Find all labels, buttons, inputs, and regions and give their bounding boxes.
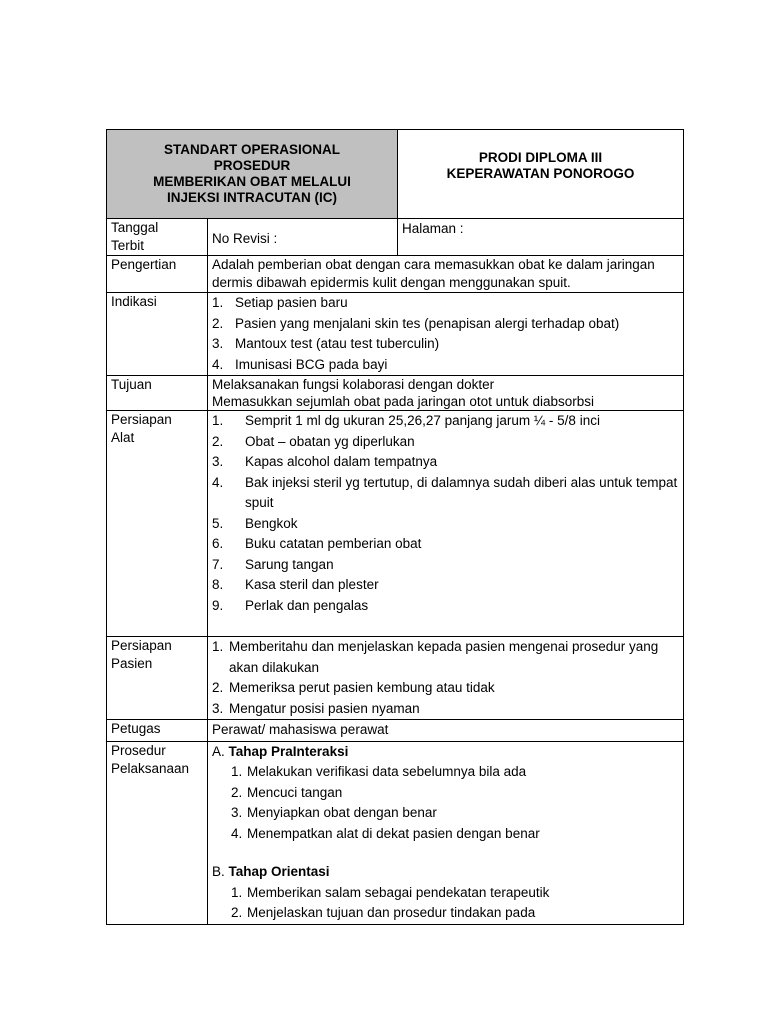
tanggal-terbit-cell [107,219,208,256]
row-label [107,256,208,293]
petugas-label: Petugas [111,721,161,736]
row-label [107,376,208,411]
section-heading: B. Tahap Orientasi [212,864,330,879]
pelaksanaan-label: Pelaksanaan [111,760,190,776]
indikasi-row [107,293,684,376]
pengertian-row [107,256,684,293]
indikasi-label: Indikasi [111,294,157,309]
indikasi-content [208,293,684,376]
persiapan-label: Persiapan [111,412,172,427]
row-label [107,637,208,720]
institution-line: PRODI DIPLOMA III [478,150,603,165]
list-item: 2. Pasien yang menjalani skin tes (penapisan alergi terhadap obat) [212,315,620,331]
list-item: 2. Memeriksa perut pasien kembung atau tidak [212,680,495,695]
tanggal-label: Tanggal [111,220,159,235]
row-label [107,741,208,924]
prosedur-b-list [212,883,679,924]
list-item: 5. Bengkok [212,515,298,531]
alat-list [212,411,679,616]
prosedur-label: Prosedur [111,742,166,758]
row-label [107,293,208,376]
list-item: 3. Menyiapkan obat dengan benar [231,805,437,820]
list-item: 1. Melakukan verifikasi data sebelumnya bila ada [231,764,527,779]
pasien-list [212,637,679,719]
alat-content [208,411,684,637]
sop-title [107,130,398,219]
list-item: 6. Buku catatan pemberian obat [212,536,422,551]
persiapan-alat-row [107,411,684,637]
tujuan-label: Tujuan [111,377,152,392]
header-row [107,130,684,219]
list-item: 7. Sarung tangan [212,556,334,572]
alat-label: Alat [111,430,135,445]
sop-title-line: INJEKSI INTRACUTAN (IC) [167,190,337,205]
petugas-text: Perawat/ mahasiswa perawat [208,720,684,742]
list-item: 2. Mencuci tangan [231,784,343,800]
sop-title-line: PROSEDUR [213,158,291,173]
list-item: 4. Bak injeksi steril yg tertutup, di dalamnya sudah diberi alas untuk tempat spuit [212,474,678,510]
meta-row [107,219,684,256]
list-item: 1. Memberikan salam sebagai pendekatan terapeutik [231,884,550,900]
list-item: 1. Memberitahu dan menjelaskan kepada pasien mengenai prosedur yang akan dilakukan [212,639,659,675]
tujuan-content [208,376,684,411]
prosedur-content [208,741,684,924]
persiapan-label: Persiapan [111,638,172,653]
list-item: 1. Setiap pasien baru [212,295,348,310]
no-revisi-cell [208,219,398,256]
halaman-label: Halaman : [402,221,464,236]
prosedur-a-list [212,762,679,844]
list-item: 1. Semprit 1 ml dg ukuran 25,26,27 panjang jarum ¼ - 5/8 inci [212,413,600,428]
list-item: 2. Menjelaskan tujuan dan prosedur tindakan pada [231,905,536,920]
pengertian-text: Adalah pemberian obat dengan cara memasukkan obat ke dalam jaringan dermis dibawah epidermis kulit dengan menggunakan spuit. [208,256,684,293]
halaman-cell [398,219,684,256]
list-item: 3. Mengatur posisi pasien nyaman [212,700,420,716]
terbit-label: Terbit [111,238,145,253]
pasien-label: Pasien [111,656,153,671]
tujuan-line: Melaksanakan fungsi kolaborasi dengan dokter [212,377,495,392]
prosedur-row [107,741,684,924]
no-revisi-label: No Revisi : [212,230,278,246]
pasien-content [208,637,684,720]
list-item: 8. Kasa steril dan plester [212,577,379,592]
row-label [107,411,208,637]
list-item: 2. Obat – obatan yg diperlukan [212,433,415,449]
persiapan-pasien-row [107,637,684,720]
tujuan-row [107,376,684,411]
section-heading: A. Tahap PraInteraksi [212,743,349,759]
list-item: 4. Menempatkan alat di dekat pasien dengan benar [231,825,540,841]
list-item: 4. Imunisasi BCG pada bayi [212,356,388,372]
sop-title-line: STANDART OPERASIONAL [164,142,341,157]
list-item: 3. Mantoux test (atau test tuberculin) [212,336,440,351]
row-label [107,720,208,742]
petugas-row [107,720,684,742]
institution-name [398,130,684,219]
sop-table [106,129,684,925]
pengertian-label: Pengertian [111,257,177,272]
institution-line: KEPERAWATAN PONOROGO [446,166,635,181]
tujuan-line: Memasukkan sejumlah obat pada jaringan otot untuk diabsorbsi [212,394,594,409]
sop-title-line: MEMBERIKAN OBAT MELALUI [153,174,351,189]
list-item: 3. Kapas alcohol dalam tempatnya [212,454,438,469]
indikasi-list [212,293,679,375]
list-item: 9. Perlak dan pengalas [212,597,369,613]
